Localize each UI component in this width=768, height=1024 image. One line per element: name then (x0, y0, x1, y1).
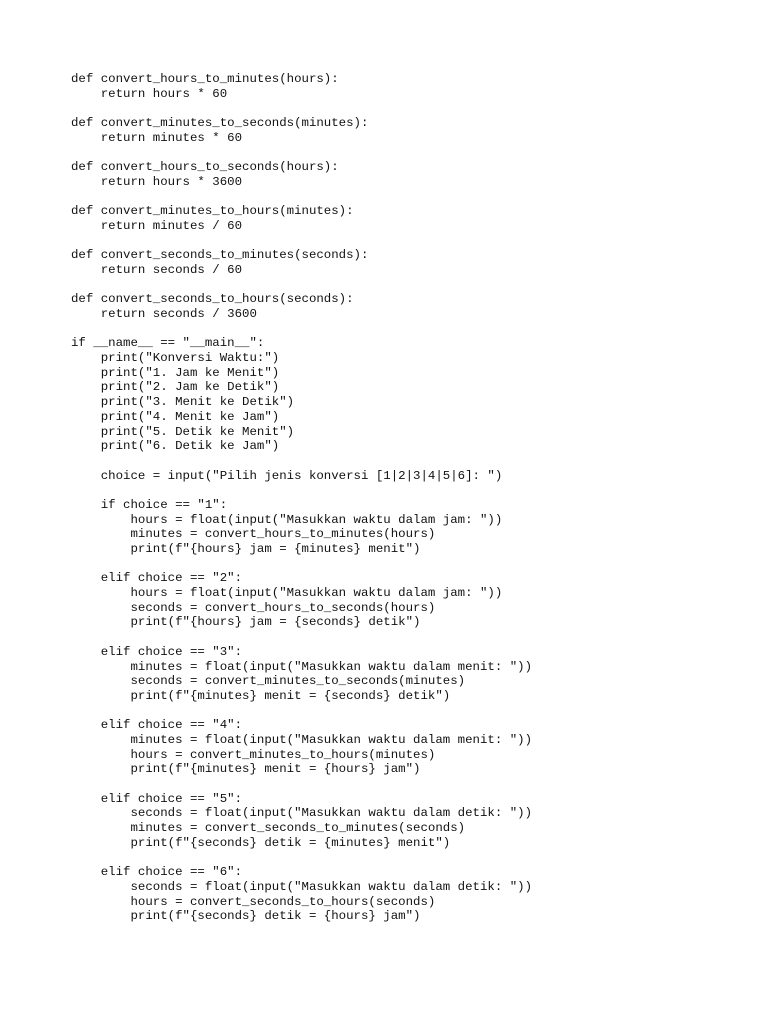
code-line: choice = input("Pilih jenis konversi [1|2|3|4|5|6]: ") (71, 468, 503, 483)
code-line: hours = float(input("Masukkan waktu dalam jam: ")) (71, 586, 503, 601)
code-line: def convert_hours_to_minutes(hours): (71, 72, 339, 86)
blank-line (71, 777, 532, 792)
code-line: if choice == "1": (71, 497, 228, 512)
blank-line (71, 483, 532, 498)
code-line: minutes = convert_hours_to_minutes(hours) (71, 527, 436, 542)
code-line: minutes = float(input("Masukkan waktu dalam menit: ")) (71, 732, 533, 747)
blank-line (71, 145, 532, 160)
code-line: hours = float(input("Masukkan waktu dalam jam: ")) (71, 512, 503, 527)
blank-line (71, 278, 532, 293)
blank-line (71, 322, 532, 337)
code-line: def convert_minutes_to_hours(minutes): (71, 204, 354, 219)
blank-line (71, 850, 532, 865)
code-line: print(f"{seconds} detik = {minutes} menit") (71, 835, 451, 850)
code-line: seconds = convert_hours_to_seconds(hours) (71, 600, 436, 615)
code-line: elif choice == "2": (71, 571, 243, 586)
code-line: print(f"{minutes} menit = {hours} jam") (71, 762, 421, 777)
blank-line (71, 234, 532, 249)
code-line: print(f"{seconds} detik = {hours} jam") (71, 909, 421, 924)
code-line: elif choice == "4": (71, 718, 243, 733)
blank-line (71, 190, 532, 205)
code-line: def convert_seconds_to_hours(seconds): (71, 292, 354, 307)
code-line: def convert_minutes_to_seconds(minutes): (71, 116, 369, 131)
code-line: elif choice == "5": (71, 791, 243, 806)
code-line: print(f"{hours} jam = {seconds} detik") (71, 615, 421, 630)
code-line: return hours * 3600 (71, 174, 243, 189)
blank-line (71, 557, 532, 572)
code-line: print("2. Jam ke Detik") (71, 380, 280, 395)
code-line: minutes = float(input("Masukkan waktu dalam menit: ")) (71, 659, 533, 674)
code-line: elif choice == "3": (71, 644, 243, 659)
code-line: print("1. Jam ke Menit") (71, 365, 280, 380)
code-line: print("4. Menit ke Jam") (71, 409, 280, 424)
code-line: return hours * 60 (71, 86, 228, 101)
code-line: print("5. Detik ke Menit") (71, 424, 295, 439)
code-line: print(f"{hours} jam = {minutes} menit") (71, 542, 421, 556)
code-line: print("3. Menit ke Detik") (71, 395, 295, 410)
blank-line (71, 454, 532, 469)
blank-line (71, 101, 532, 116)
code-line: seconds = convert_minutes_to_seconds(minutes) (71, 674, 466, 689)
code-line: elif choice == "6": (71, 865, 243, 880)
code-listing (71, 72, 532, 924)
code-line: seconds = float(input("Masukkan waktu dalam detik: ")) (71, 879, 533, 894)
code-line: print(f"{minutes} menit = {seconds} detik") (71, 688, 451, 703)
code-line: hours = convert_minutes_to_hours(minutes) (71, 747, 436, 762)
code-line: hours = convert_seconds_to_hours(seconds) (71, 894, 436, 909)
code-line: return minutes * 60 (71, 130, 243, 145)
code-line: print("Konversi Waktu:") (71, 351, 280, 366)
blank-line (71, 630, 532, 645)
code-line: print("6. Detik ke Jam") (71, 439, 280, 454)
code-line: def convert_hours_to_seconds(hours): (71, 160, 339, 175)
code-line: seconds = float(input("Masukkan waktu dalam detik: ")) (71, 806, 533, 821)
code-line: return seconds / 3600 (71, 307, 257, 321)
code-line: def convert_seconds_to_minutes(seconds): (71, 248, 369, 263)
code-line: if __name__ == "__main__": (71, 336, 265, 351)
code-line: minutes = convert_seconds_to_minutes(seconds) (71, 821, 466, 836)
code-line: return minutes / 60 (71, 218, 243, 233)
blank-line (71, 704, 532, 719)
code-line: return seconds / 60 (71, 262, 243, 277)
